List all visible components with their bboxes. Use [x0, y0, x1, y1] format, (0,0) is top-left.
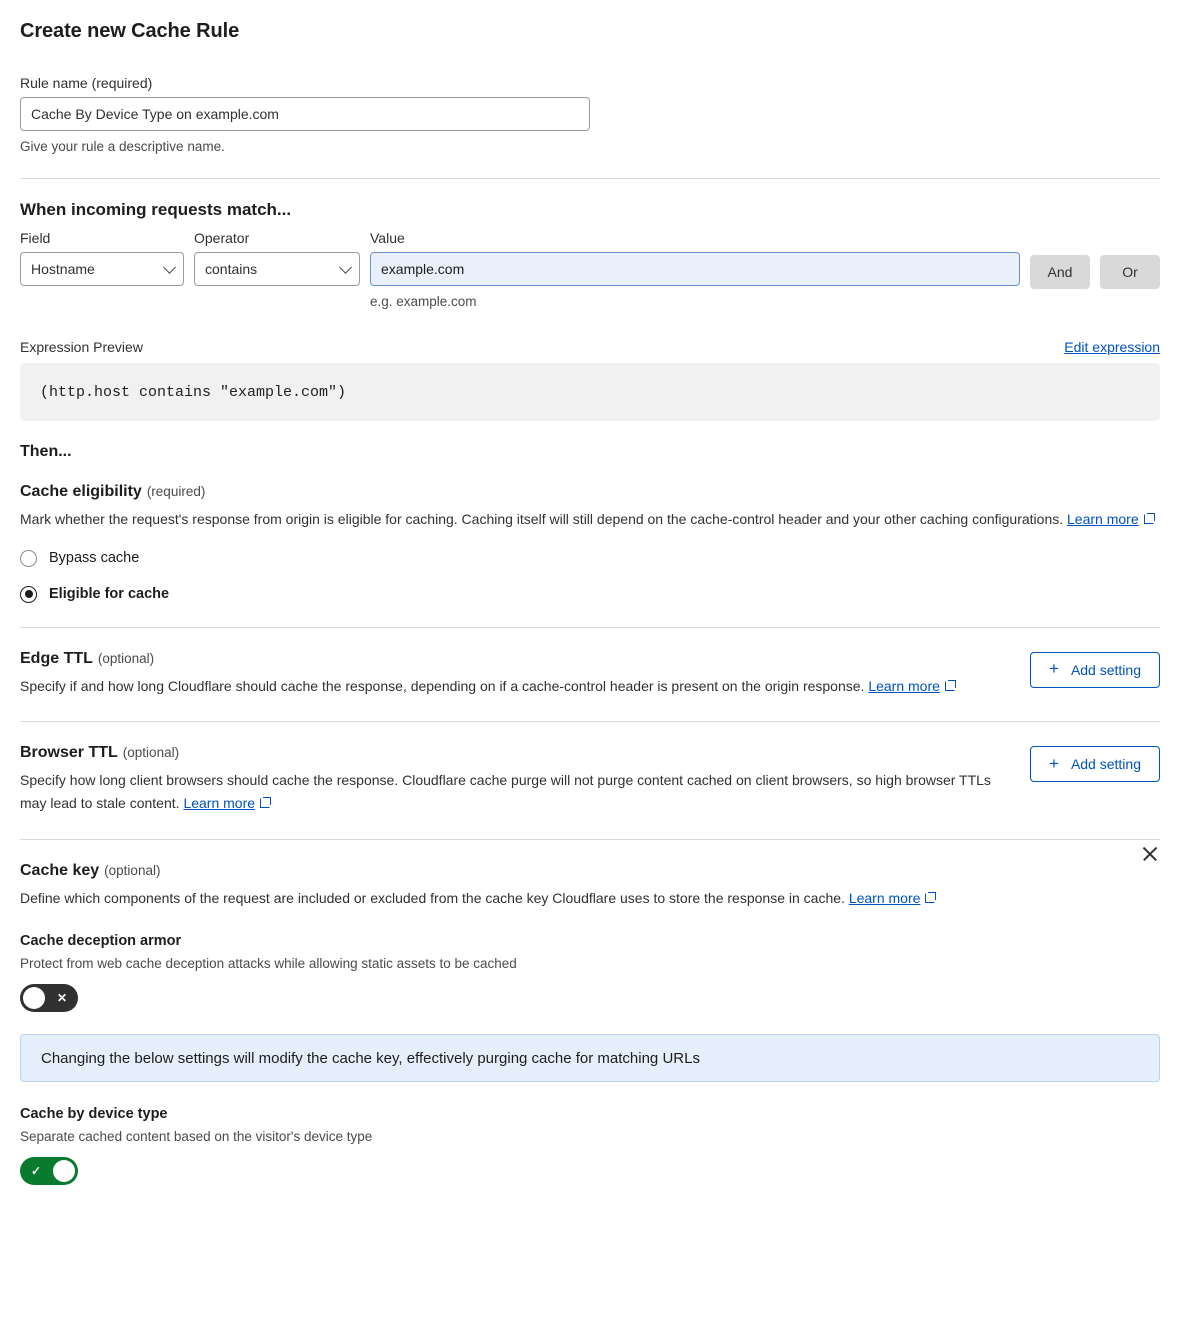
divider-rule-name	[20, 178, 1160, 179]
external-link-icon	[945, 680, 956, 691]
cache-key-section	[20, 840, 1160, 910]
cache-key-title-text: Cache key	[20, 861, 100, 879]
edge-ttl-description	[20, 675, 1010, 698]
match-condition-row	[20, 230, 1160, 309]
browser-ttl-title-text: Browser TTL	[20, 744, 118, 762]
page-title: Create new Cache Rule	[20, 20, 240, 42]
check-icon: ✓	[31, 1164, 42, 1179]
radio-eligible-for-cache[interactable]	[20, 586, 1160, 603]
rule-name-helper: Give your rule a descriptive name.	[20, 139, 225, 154]
edge-ttl-section	[20, 628, 1160, 698]
plus-icon: +	[1049, 659, 1059, 679]
radio-eligible-for-cache-label: Eligible for cache	[49, 586, 170, 603]
radio-bypass-cache-label: Bypass cache	[49, 550, 140, 567]
external-link-icon	[260, 797, 271, 808]
edge-ttl-add-setting-button[interactable]	[1030, 652, 1160, 688]
cache-deception-armor-title: Cache deception armor	[20, 933, 182, 950]
rule-name-label: Rule name (required)	[20, 75, 153, 91]
edit-expression-link[interactable]: Edit expression	[1064, 339, 1160, 355]
operator-select[interactable]	[194, 252, 360, 286]
chevron-down-icon	[163, 261, 176, 274]
edge-ttl-optional: (optional)	[97, 650, 155, 666]
field-select[interactable]	[20, 252, 184, 286]
radio-bypass-cache-icon[interactable]	[20, 550, 37, 567]
rule-name-input[interactable]	[20, 97, 590, 131]
radio-bypass-cache[interactable]	[20, 550, 1160, 567]
toggle-knob	[23, 987, 45, 1009]
browser-ttl-description	[20, 769, 1010, 814]
edge-ttl-add-setting-label: Add setting	[1070, 661, 1141, 678]
browser-ttl-title	[20, 744, 1010, 762]
edge-ttl-description-text: Specify if and how long Cloudflare should cache the response, depending on if a cache-control header is present on the origin response.	[20, 677, 865, 694]
cross-icon: ✕	[56, 991, 67, 1006]
browser-ttl-section	[20, 722, 1160, 814]
cache-eligibility-title-text: Cache eligibility	[20, 483, 142, 500]
browser-ttl-learn-more-link[interactable]: Learn more	[183, 795, 256, 812]
cache-by-device-type-description: Separate cached content based on the visitor's device type	[20, 1129, 373, 1145]
toggle-knob	[53, 1160, 75, 1182]
and-button[interactable]: And	[1030, 255, 1090, 289]
cache-key-description	[20, 887, 1140, 910]
or-button[interactable]: Or	[1100, 255, 1160, 289]
field-label: Field	[20, 230, 51, 246]
expression-preview-box	[20, 363, 1160, 421]
cache-eligibility-description-text: Mark whether the request's response from origin is eligible for caching. Caching itself will still depend on the cache-control header and your other caching configurations.	[20, 511, 1064, 527]
operator-label: Operator	[194, 230, 250, 246]
browser-ttl-description-text: Specify how long client browsers should cache the response. Cloudflare cache purge will not purge content cached on client browsers, so high browser TTLs may lead to stale content.	[20, 772, 991, 812]
field-select-value: Hostname	[31, 261, 95, 277]
value-helper: e.g. example.com	[370, 294, 477, 309]
cache-key-notice	[20, 1034, 1160, 1082]
browser-ttl-optional: (optional)	[122, 745, 180, 761]
edge-ttl-title-text: Edge TTL	[20, 649, 93, 667]
cache-eligibility-title	[20, 483, 1160, 501]
value-input[interactable]	[370, 252, 1020, 286]
cache-key-description-text: Define which components of the request are included or excluded from the cache key Cloudflare uses to store the response in cache.	[20, 889, 845, 906]
cache-by-device-type-title: Cache by device type	[20, 1106, 168, 1123]
cache-by-device-type-toggle[interactable]	[20, 1157, 78, 1185]
cache-key-optional: (optional)	[104, 862, 161, 878]
close-icon[interactable]	[1140, 844, 1160, 864]
cache-key-learn-more-link[interactable]: Learn more	[848, 889, 921, 906]
then-heading: Then...	[20, 443, 72, 460]
browser-ttl-add-setting-label: Add setting	[1070, 756, 1141, 773]
operator-select-value: contains	[205, 261, 258, 277]
plus-icon: +	[1049, 753, 1059, 773]
browser-ttl-add-setting-button[interactable]	[1030, 746, 1160, 782]
chevron-down-icon	[339, 261, 352, 274]
cache-eligibility-required: (required)	[146, 484, 206, 499]
expression-preview-text: (http.host contains "example.com")	[40, 383, 347, 401]
cache-eligibility-description	[20, 508, 1160, 531]
cache-deception-armor-toggle[interactable]	[20, 984, 78, 1012]
cache-eligibility-learn-more-link[interactable]: Learn more	[1067, 511, 1139, 527]
cache-key-title	[20, 862, 1140, 880]
radio-eligible-for-cache-icon[interactable]	[20, 586, 37, 603]
edge-ttl-learn-more-link[interactable]: Learn more	[868, 677, 940, 694]
match-section-heading: When incoming requests match...	[20, 200, 292, 219]
value-label: Value	[370, 230, 405, 246]
expression-preview-label: Expression Preview	[20, 339, 143, 355]
cache-key-notice-text: Changing the below settings will modify the cache key, effectively purging cache for matching URLs	[41, 1049, 700, 1067]
cache-deception-armor-description: Protect from web cache deception attacks while allowing static assets to be cached	[20, 956, 517, 972]
external-link-icon	[925, 892, 936, 903]
external-link-icon	[1144, 513, 1155, 524]
edge-ttl-title	[20, 650, 1010, 668]
